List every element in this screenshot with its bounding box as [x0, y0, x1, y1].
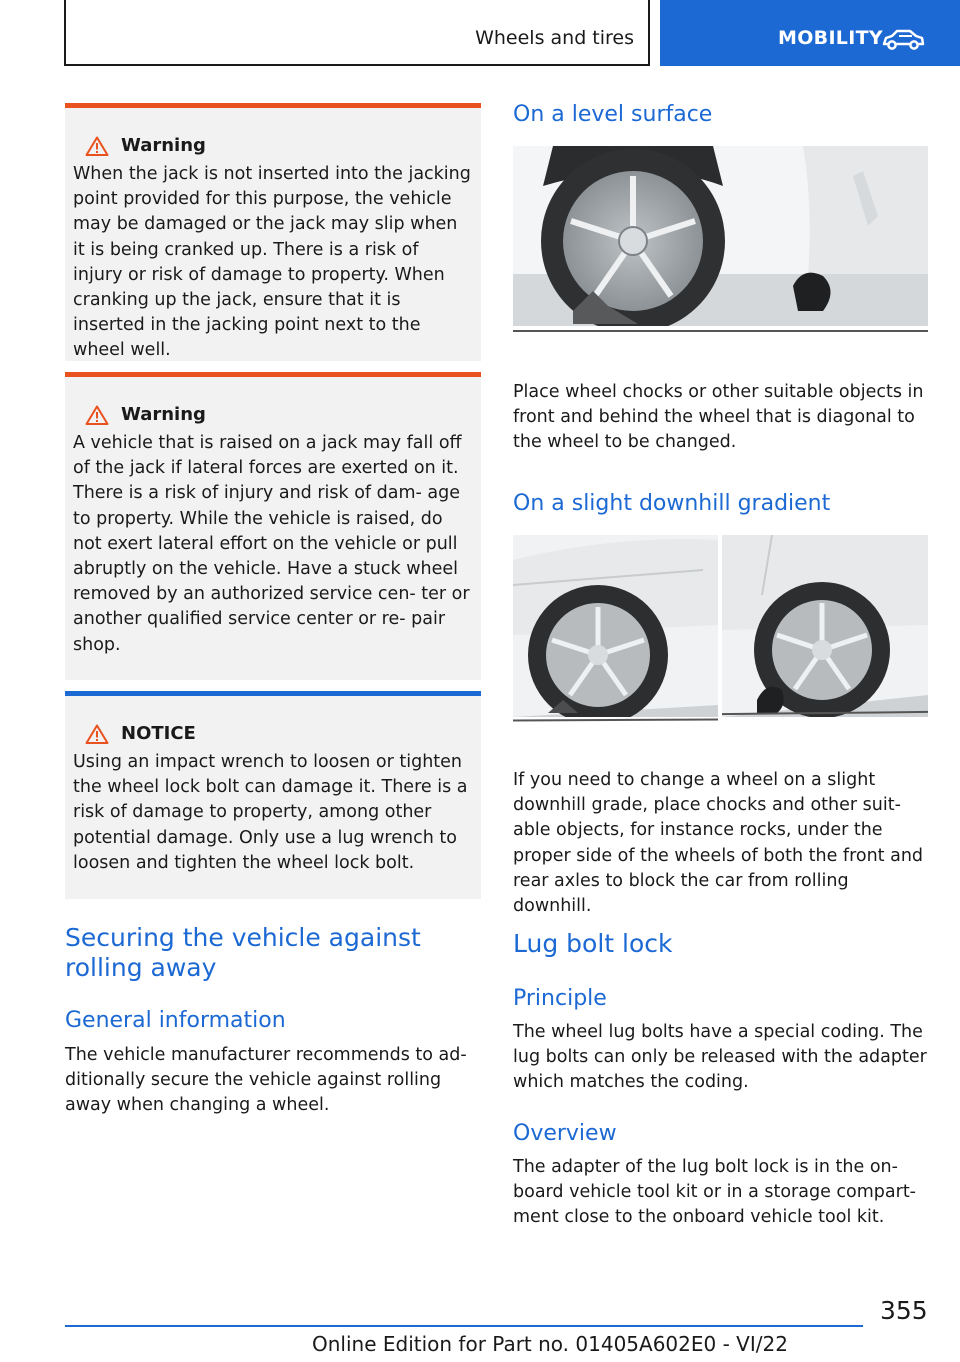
- notice-box-impact-wrench: [65, 691, 481, 899]
- heading-downhill-gradient: On a slight downhill gradient: [513, 491, 831, 516]
- warning-title: Warning: [121, 135, 206, 156]
- warning-title: Warning: [121, 404, 206, 425]
- header-tab-label: MOBILITY: [778, 27, 883, 49]
- car-icon: [880, 28, 926, 52]
- header-section: [64, 0, 650, 66]
- notice-triangle-icon: [85, 724, 109, 744]
- photo-wheels-downhill-front: [513, 535, 718, 717]
- footer-divider: [65, 1325, 863, 1327]
- page-number: 355: [880, 1296, 928, 1325]
- warning-triangle-icon: [85, 136, 109, 156]
- heading-overview: Overview: [513, 1121, 617, 1146]
- heading-general-information: General information: [65, 1008, 286, 1033]
- warning-text: When the jack is not inserted into the jacking point provided for this purpose, the vehicle may be damaged or the jack may slip when it is being cranked up. There is a risk of injury or risk of damage to property. When cranking up the jack, ensure that it is inserted in the jacking point next to the wheel well.: [73, 164, 471, 361]
- warning-text: A vehicle that is raised on a jack may fall off of the jack if lateral forces are exerted on it. There is a risk of injury and risk of dam‐ age to property. While the vehicle is raised, do not exert lateral effort on the vehicle or pull abruptly on the vehicle. Have a stuck wheel removed by an authorized service cen‐ ter or another qualified service center or re‐ pair shop.: [73, 433, 470, 655]
- general-information-text: The vehicle manufacturer recommends to ad‐ ditionally secure the vehicle against rolling away when changing a wheel.: [65, 1045, 467, 1116]
- header-tab-mobility[interactable]: [660, 0, 960, 66]
- photo-underline: [513, 718, 718, 721]
- notice-title: NOTICE: [121, 723, 196, 744]
- footer-edition: Online Edition for Part no. 01405A602E0 - VI/22: [312, 1332, 788, 1356]
- level-surface-text: Place wheel chocks or other suitable objects in front and behind the wheel that is diagonal to the wheel to be changed.: [513, 382, 924, 453]
- heading-level-surface: On a level surface: [513, 102, 713, 127]
- warning-triangle-icon: [85, 405, 109, 425]
- warning-title-row: [85, 135, 471, 156]
- heading-lug-bolt-lock: Lug bolt lock: [513, 929, 673, 958]
- notice-text: Using an impact wrench to loosen or tighten the wheel lock bolt can damage it. There is a risk of damage to property, among other potential damage. Only use a lug wrench to loosen and tighten the wheel lock bolt.: [73, 752, 468, 873]
- photo-wheels-downhill-rear: [722, 535, 928, 717]
- heading-securing-vehicle: Securing the vehicle against rolling away: [65, 923, 421, 982]
- notice-title-row: [85, 723, 471, 744]
- heading-principle: Principle: [513, 986, 607, 1011]
- principle-text: The wheel lug bolts have a special coding. The lug bolts can only be released with the adapter which matches the coding.: [513, 1022, 927, 1093]
- photo-underline: [513, 330, 928, 332]
- warning-box-lateral-forces: [65, 372, 481, 680]
- photo-wheel-level-surface: [513, 146, 928, 326]
- warning-box-jacking-point: [65, 103, 481, 361]
- overview-text: The adapter of the lug bolt lock is in the on‐ board vehicle tool kit or in a storage compart‐ ment close to the onboard vehicle tool kit.: [513, 1157, 916, 1228]
- warning-title-row: [85, 404, 471, 425]
- downhill-gradient-text: If you need to change a wheel on a slight downhill grade, place chocks and other suit‐ able objects, for instance rocks, under the proper side of the wheels of both the front and rear axles to block the car from rolling downhill.: [513, 770, 924, 917]
- header-section-title: Wheels and tires: [475, 27, 634, 49]
